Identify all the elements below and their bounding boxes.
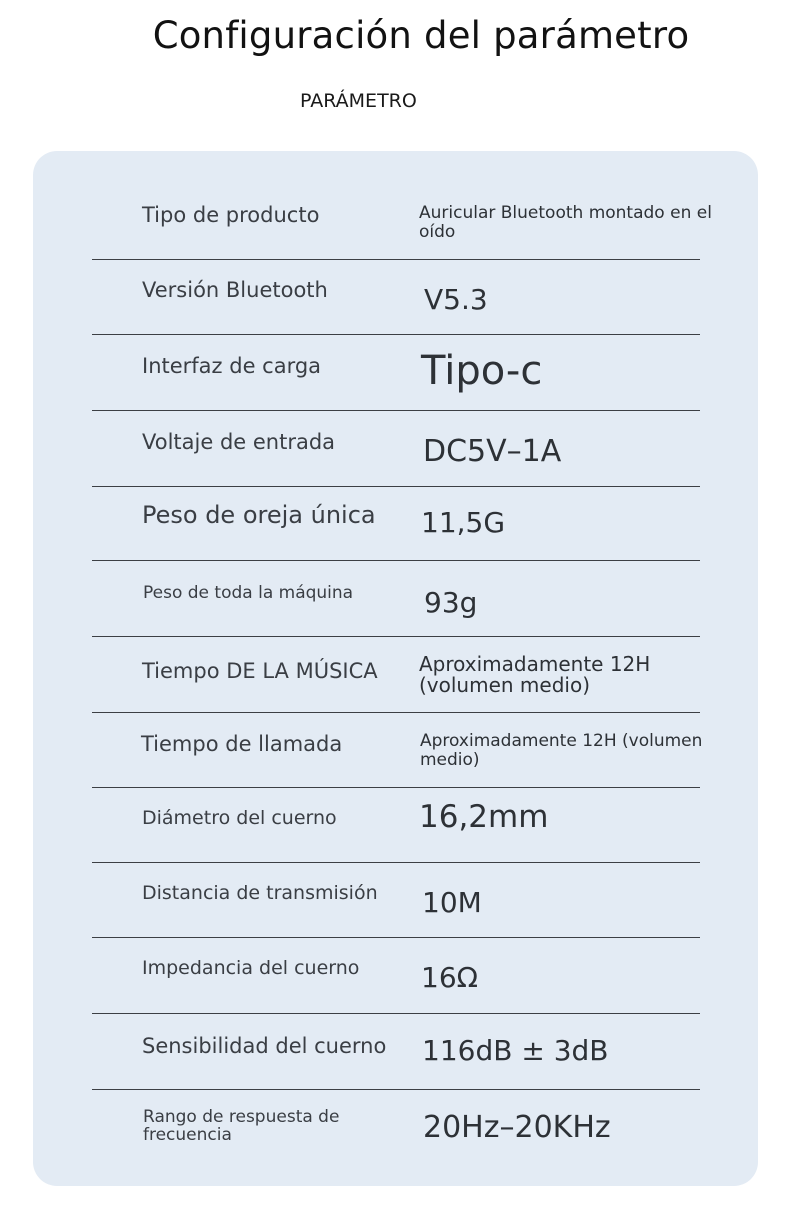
spec-label-input-voltage: Voltaje de entrada — [142, 430, 336, 454]
spec-value-bluetooth-version: V5.3 — [424, 283, 488, 316]
spec-label-horn-sensitivity: Sensibilidad del cuerno — [142, 1034, 387, 1058]
row-divider — [92, 410, 700, 411]
spec-value-frequency-response: 20Hz–20KHz — [423, 1110, 611, 1145]
row-divider — [92, 636, 700, 637]
spec-label-frequency-response: Rango de respuesta de frecuencia — [143, 1107, 340, 1146]
row-divider — [92, 787, 700, 788]
spec-table — [33, 151, 758, 1186]
spec-label-horn-impedance: Impedancia del cuerno — [142, 957, 360, 979]
spec-value-charging-interface: Tipo-c — [421, 348, 543, 394]
spec-value-product-type: Auricular Bluetooth montado en el oído — [419, 203, 712, 242]
row-divider — [92, 334, 700, 335]
row-divider — [92, 560, 700, 561]
row-divider — [92, 486, 700, 487]
spec-label-horn-diameter: Diámetro del cuerno — [142, 807, 337, 829]
row-divider — [92, 259, 700, 260]
page-title: Configuración del parámetro — [152, 14, 690, 57]
spec-value-call-time: Aproximadamente 12H (volumen medio) — [420, 731, 703, 770]
spec-label-single-ear-weight: Peso de oreja única — [142, 501, 376, 529]
spec-label-call-time: Tiempo de llamada — [141, 732, 343, 756]
spec-value-input-voltage: DC5V–1A — [423, 434, 562, 469]
row-divider — [92, 712, 700, 713]
spec-value-horn-impedance: 16Ω — [421, 961, 479, 994]
section-subtitle: PARÁMETRO — [300, 90, 417, 112]
spec-label-transmission-distance: Distancia de transmisión — [142, 882, 378, 904]
spec-label-product-type: Tipo de producto — [142, 203, 320, 227]
spec-value-music-time: Aproximadamente 12H (volumen medio) — [419, 652, 651, 697]
row-divider — [92, 1089, 700, 1090]
spec-label-total-weight: Peso de toda la máquina — [143, 583, 354, 603]
spec-label-music-time: Tiempo DE LA MÚSICA — [142, 659, 378, 683]
spec-value-single-ear-weight: 11,5G — [421, 506, 506, 539]
spec-value-total-weight: 93g — [424, 586, 478, 619]
row-divider — [92, 1013, 700, 1014]
spec-label-bluetooth-version: Versión Bluetooth — [142, 278, 328, 302]
spec-value-horn-sensitivity: 116dB ± 3dB — [422, 1034, 609, 1067]
spec-value-horn-diameter: 16,2mm — [419, 799, 549, 835]
spec-label-charging-interface: Interfaz de carga — [142, 354, 322, 378]
spec-value-transmission-distance: 10M — [422, 886, 482, 919]
row-divider — [92, 937, 700, 938]
row-divider — [92, 862, 700, 863]
